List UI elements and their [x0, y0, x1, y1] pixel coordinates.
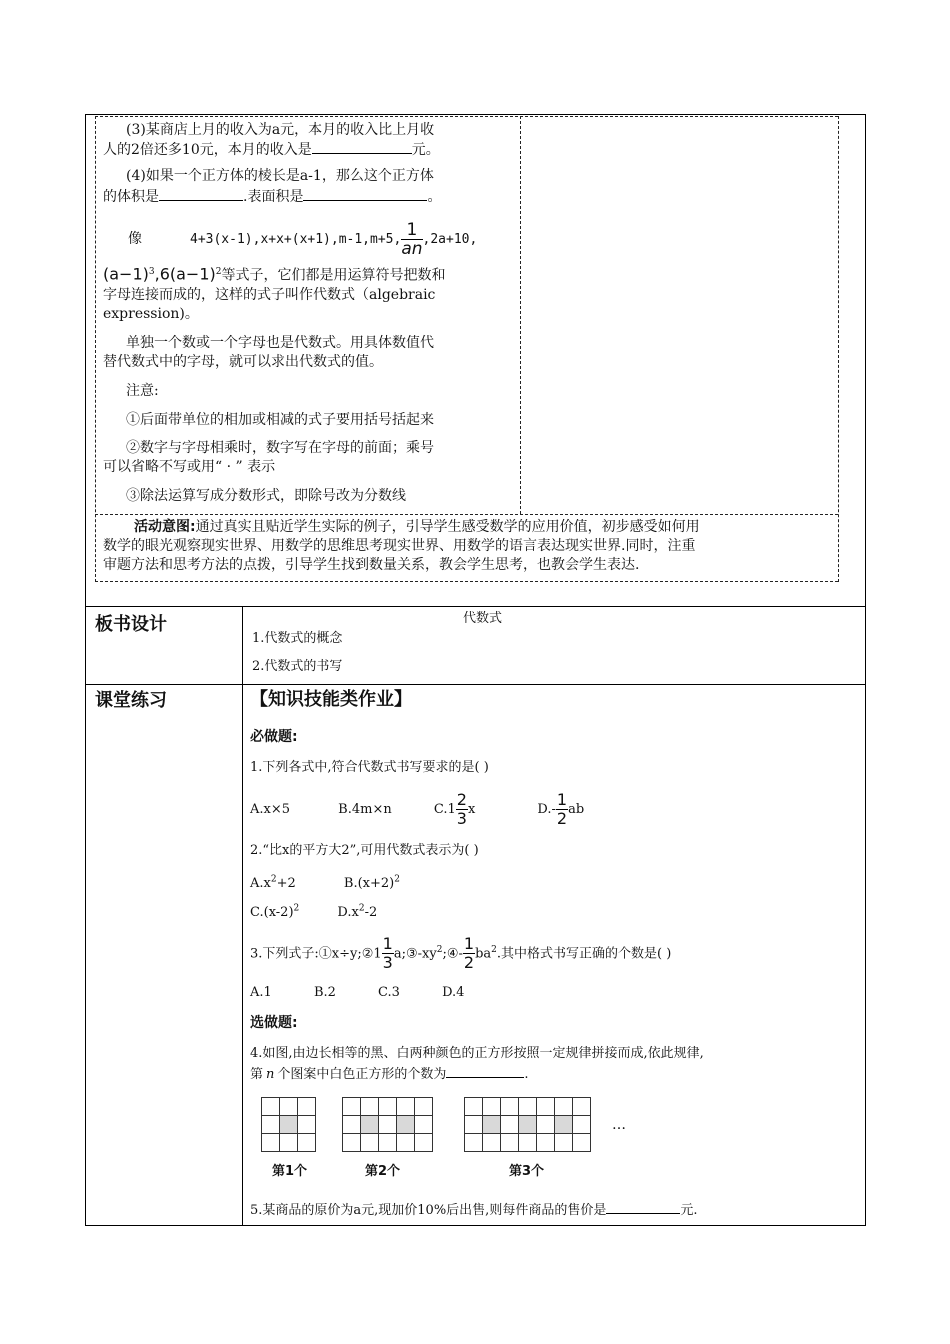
intent-label: 活动意图: — [134, 519, 196, 535]
q3-text: 人的2倍还多10元，本月的收入是 — [103, 142, 312, 158]
expr-a-minus-1-cubed: (a−1) — [103, 264, 149, 284]
expr-6-a-minus-1-sq: ,6(a−1) — [154, 264, 216, 284]
q3-den-2: 2 — [463, 953, 475, 973]
outer-top-border — [85, 114, 866, 115]
q2-options-row1 — [250, 870, 400, 894]
pattern-figure-3 — [464, 1097, 591, 1152]
q2-c-sq: 2 — [293, 904, 300, 914]
q2-b-sq: 2 — [394, 875, 400, 885]
practice-heading: 【知识技能类作业】 — [250, 689, 412, 710]
q1-option-d[interactable] — [537, 790, 585, 828]
q2-option-c[interactable] — [250, 905, 299, 920]
q5-end: 元. — [680, 1203, 698, 1218]
q3-end: .其中格式书写正确的个数是( ) — [496, 946, 672, 962]
figure-2-caption: 第2个 — [365, 1164, 401, 1179]
required-heading: 必做题: — [250, 729, 298, 745]
note-2-line1: ②数字与字母相乘时，数字写在字母的前面；乘号 — [126, 440, 434, 456]
practice-q2: 2.“比x的平方大2”,可用代数式表示为( ) — [250, 843, 479, 858]
board-label: 板书设计 — [95, 614, 167, 635]
practice-q1: 1.下列各式中,符合代数式书写要求的是( ) — [250, 760, 489, 775]
q2-a-sq: 2 — [270, 875, 277, 885]
q3-options — [250, 983, 464, 1003]
surface-area-blank[interactable] — [303, 186, 427, 201]
example-lead: 像 — [128, 231, 142, 247]
volume-blank[interactable] — [159, 186, 243, 201]
q3-line1: (3)某商店上月的收入为a元，本月的收入比上月收 — [126, 122, 435, 138]
q3-frac-2 — [463, 935, 475, 972]
example-line1 — [128, 217, 477, 262]
q2-d-sq: 2 — [358, 904, 365, 914]
q3-line2 — [103, 139, 440, 160]
para2-line2: 替代数式中的字母，就可以求出代数式的值。 — [103, 354, 383, 370]
frac-num: 1 — [401, 221, 422, 240]
q2-c-base: C.(x-2) — [250, 905, 294, 921]
q3-sq-2: 2 — [491, 945, 497, 955]
q4-line1: (4)如果一个正方体的棱长是a-1，那么这个正方体 — [126, 168, 434, 184]
figure-3-caption: 第3个 — [509, 1164, 545, 1179]
q4-n: n — [266, 1067, 275, 1082]
q3-num-2: 1 — [463, 934, 475, 954]
q1-c-pre: C.1 — [433, 802, 456, 817]
board-top-border — [85, 606, 866, 607]
q3-sq-1: 2 — [436, 945, 443, 955]
outer-bottom-border — [85, 1225, 866, 1226]
note-2-line2: 可以省略不写或用“ · ” 表示 — [103, 459, 276, 475]
note-1: ①后面带单位的相加或相减的式子要用括号括起来 — [126, 412, 434, 428]
q3-num-1: 1 — [382, 934, 393, 954]
intent-line3: 审题方法和思考方法的点拨，引导学生找到数量关系，教会学生思考，也教会学生表达. — [103, 557, 640, 573]
q1-d-num: 1 — [556, 790, 568, 809]
q4-line2 — [103, 186, 441, 207]
example-list: 4+3(x-1),x+x+(x+1),m-1,m+5, — [190, 232, 402, 247]
q4-end: . — [524, 1067, 529, 1082]
q2-b-base: B.(x+2) — [343, 876, 395, 892]
label-column-divider — [242, 606, 243, 1226]
board-item-1: 1.代数式的概念 — [252, 631, 343, 646]
q4-pre: 第 — [250, 1067, 264, 1082]
q1-d-frac — [556, 791, 568, 828]
fraction-1-over-an — [401, 221, 422, 258]
q3-den-1: 3 — [382, 953, 393, 973]
practice-q3 — [250, 930, 671, 974]
outer-right-border — [865, 114, 866, 1226]
intent-line2: 数学的眼光观察现实世界、用数学的思维思考现实世界、用数学的语言表达现实世界.同时，注重 — [103, 538, 696, 554]
q3-option-d[interactable]: D.4 — [442, 985, 465, 1000]
q4-mid: .表面积是 — [243, 189, 304, 205]
q4-end: 。 — [427, 189, 442, 205]
optional-heading: 选做题: — [250, 1015, 298, 1031]
intent-line1 — [134, 517, 700, 537]
q4-answer-blank[interactable] — [446, 1063, 524, 1078]
q3-option-b[interactable]: B.2 — [313, 985, 336, 1000]
figure-1-caption: 第1个 — [272, 1164, 308, 1179]
intent-text-1: 通过真实且贴近学生实际的例子，引导学生感受数学的应用价值，初步感受如何用 — [195, 519, 700, 535]
q1-option-a[interactable]: A.x×5 — [250, 802, 291, 817]
lesson-box-right — [838, 116, 839, 582]
board-item-2: 2.代数式的书写 — [252, 659, 343, 674]
q1-c-num: 2 — [456, 790, 467, 809]
q5-pre: 5.某商品的原价为a元,现加价10%后出售,则每件商品的售价是 — [250, 1203, 607, 1218]
board-title: 代数式 — [463, 611, 503, 626]
q2-d-base: D.x — [337, 905, 359, 921]
practice-top-border — [85, 684, 866, 685]
practice-q4-line2 — [250, 1063, 529, 1085]
para2-line1: 单独一个数或一个字母也是代数式。用具体数值代 — [126, 335, 434, 351]
pow-3: 3 — [148, 267, 155, 277]
q1-options — [250, 790, 584, 830]
q4-text: 的体积是 — [103, 189, 159, 205]
q5-answer-blank[interactable] — [606, 1199, 680, 1214]
q3-mid: a;③-xy — [393, 946, 437, 962]
example-list2: ,2a+10, — [422, 232, 478, 247]
example-line4: expression)。 — [103, 306, 199, 322]
q3-post: ba — [475, 946, 492, 962]
example-tail: 等式子，它们都是用运算符号把数和 — [221, 267, 446, 284]
q1-d-den: 2 — [556, 809, 568, 828]
q1-c-frac — [456, 791, 468, 828]
pattern-figure-2 — [342, 1097, 433, 1152]
q3-pre: 3.下列式子:①x÷y;②1 — [250, 946, 382, 962]
q3-option-a[interactable]: A.1 — [250, 985, 272, 1000]
intent-box-top — [95, 514, 838, 515]
practice-q5 — [250, 1199, 697, 1221]
practice-label: 课堂练习 — [95, 690, 167, 711]
q3-mid2: ;④- — [442, 946, 463, 962]
q2-options-row2 — [250, 899, 377, 923]
frac-den: an — [401, 238, 423, 259]
lesson-box-top — [95, 116, 838, 117]
q2-d-post: -2 — [364, 905, 378, 921]
q3-unit: 元。 — [411, 142, 440, 158]
lesson-box-divider — [520, 116, 521, 514]
q1-option-b[interactable]: B.4m×n — [338, 802, 392, 817]
q4-post: 个图案中白色正方形的个数为 — [277, 1067, 447, 1082]
pattern-ellipsis: … — [612, 1117, 626, 1133]
q2-option-a[interactable] — [250, 876, 296, 891]
q2-a-base: A.x — [250, 876, 271, 892]
example-line3: 字母连接而成的，这样的式子叫作代数式（algebraic — [103, 287, 436, 303]
q3-frac-1 — [382, 935, 394, 972]
q1-d-post: ab — [568, 802, 585, 817]
q2-option-d[interactable] — [337, 905, 377, 920]
q1-d-pre: D.- — [537, 802, 556, 817]
q2-option-b[interactable] — [344, 876, 400, 891]
q2-a-post: +2 — [276, 876, 296, 892]
q1-c-den: 3 — [456, 809, 467, 828]
pow-2: 2 — [215, 267, 222, 277]
q3-answer-blank[interactable] — [312, 139, 412, 154]
practice-q4-line1: 4.如图,由边长相等的黑、白两种颜色的正方形按照一定规律拼接而成,依此规律, — [250, 1046, 704, 1061]
q3-option-c[interactable]: C.3 — [378, 985, 400, 1000]
intent-box-bottom — [95, 581, 838, 582]
q1-c-post: x — [467, 802, 476, 817]
note-heading: 注意: — [126, 383, 159, 399]
example-line2 — [103, 262, 445, 286]
pattern-figure-1 — [261, 1097, 316, 1152]
outer-left-border — [85, 114, 86, 1226]
lesson-box-left — [95, 116, 96, 582]
note-3: ③除法运算写成分数形式，即除号改为分数线 — [126, 488, 406, 504]
q1-option-c[interactable] — [433, 790, 476, 828]
